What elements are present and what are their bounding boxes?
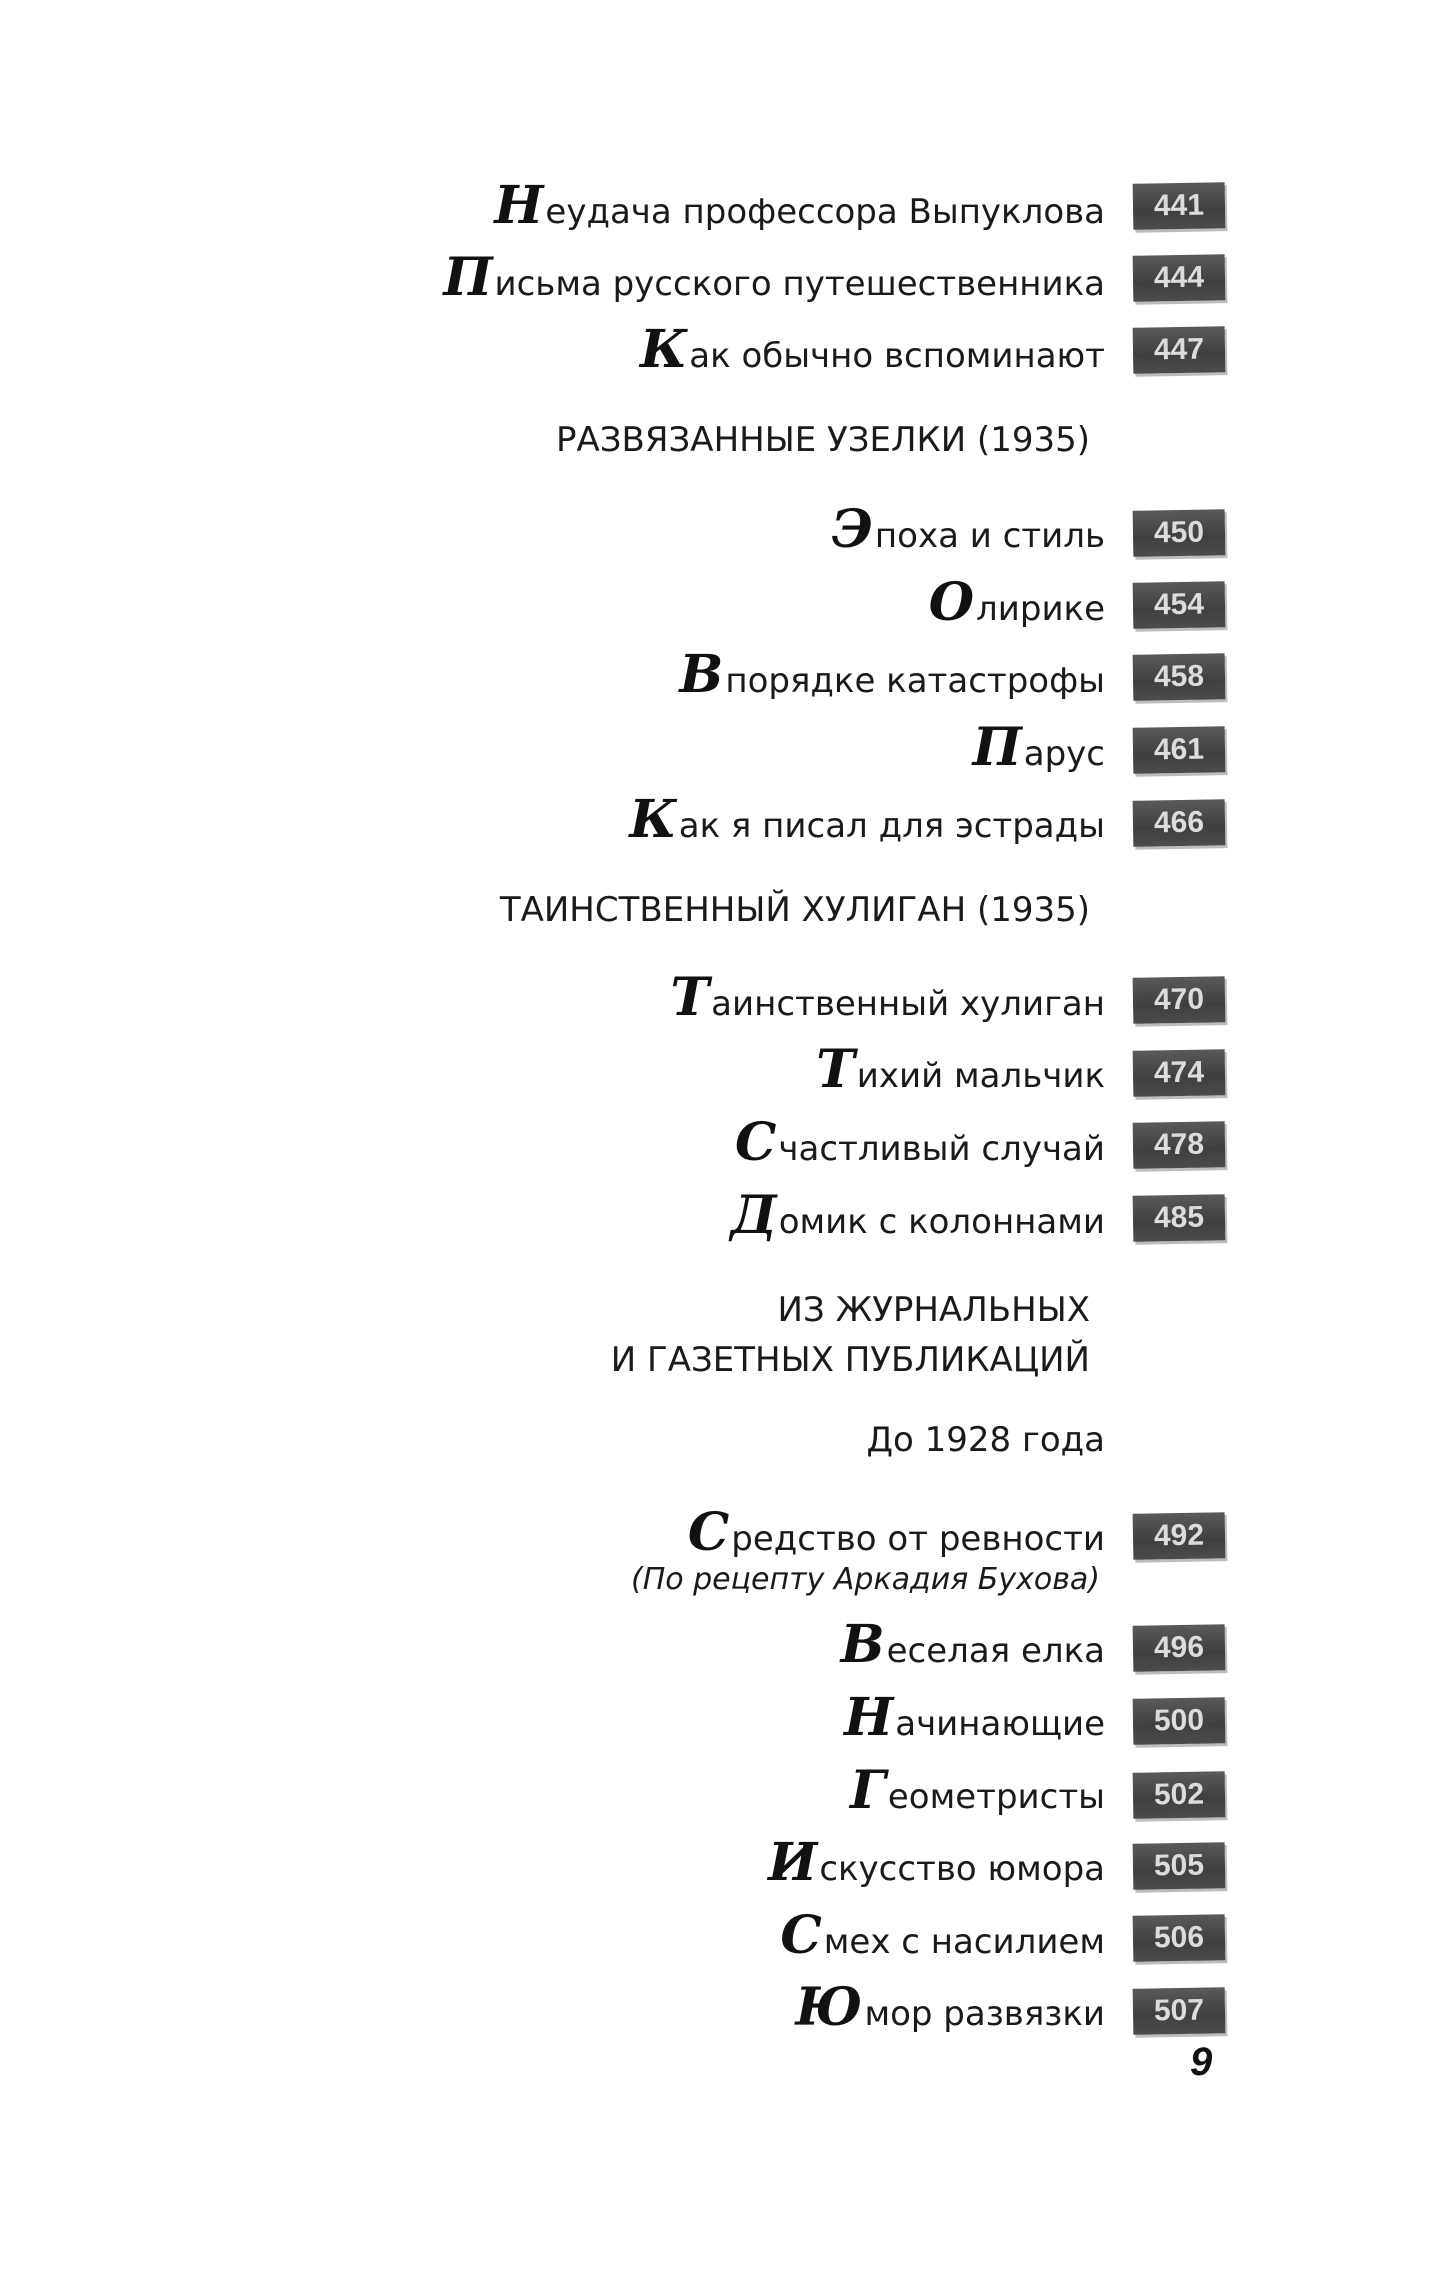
toc-entry[interactable] (780, 1905, 1105, 1966)
page-number-badge: 458 (1133, 653, 1226, 701)
page-number-badge: 492 (1133, 1512, 1226, 1560)
entry-title: частливый случай (778, 1129, 1105, 1169)
decorative-initial: О (928, 572, 975, 633)
page-number-badge: 450 (1133, 509, 1226, 557)
toc-entry[interactable] (795, 1977, 1105, 2038)
toc-entry[interactable] (928, 572, 1105, 633)
page-number-badge: 485 (1133, 1194, 1226, 1242)
page-number-badge: 478 (1133, 1121, 1226, 1169)
entry-title: ак я писал для эстрады (678, 806, 1105, 846)
page-number-badge: 496 (1133, 1624, 1226, 1672)
page-number-badge: 461 (1133, 726, 1226, 774)
page-number-badge: 474 (1133, 1049, 1226, 1097)
entry-title: поха и стиль (874, 516, 1105, 556)
page-number-badge: 507 (1133, 1987, 1226, 2035)
page-number: 9 (1190, 2040, 1213, 2084)
decorative-initial: Т (670, 967, 710, 1028)
toc-entry[interactable] (840, 1614, 1105, 1675)
page-number-badge: 466 (1133, 799, 1226, 847)
entry-title: порядке катастрофы (725, 661, 1105, 701)
toc-entry[interactable] (849, 1760, 1105, 1821)
page-number-badge: 470 (1133, 976, 1226, 1024)
page-number-badge: 502 (1133, 1771, 1226, 1819)
toc-entry[interactable] (629, 789, 1105, 850)
page-number-badge: 506 (1133, 1914, 1226, 1962)
page-number-badge: 454 (1133, 581, 1226, 629)
entry-title: еудача профессора Выпуклова (545, 192, 1105, 232)
decorative-initial: Н (494, 175, 544, 236)
entry-title: мор развязки (864, 1994, 1105, 2034)
decorative-initial: П (443, 247, 493, 308)
page-number-badge: 505 (1133, 1842, 1226, 1890)
entry-title: лирике (976, 589, 1105, 629)
entry-title: еометристы (887, 1777, 1105, 1817)
section-heading-line2: И ГАЗЕТНЫХ ПУБЛИКАЦИЙ (610, 1340, 1090, 1380)
entry-title: скусство юмора (819, 1849, 1105, 1889)
decorative-initial: П (972, 717, 1022, 778)
decorative-initial: С (735, 1112, 777, 1173)
toc-entry[interactable] (494, 175, 1105, 236)
decorative-initial: Ю (795, 1977, 863, 2038)
entry-title: аинственный хулиган (711, 984, 1105, 1024)
subsection-heading: До 1928 года (866, 1420, 1105, 1460)
page-number-badge: 444 (1133, 254, 1226, 302)
section-heading-line1: ИЗ ЖУРНАЛЬНЫХ (777, 1290, 1090, 1330)
page-number-badge: 500 (1133, 1697, 1226, 1745)
decorative-initial: С (687, 1502, 730, 1563)
toc-entry[interactable] (687, 1502, 1105, 1563)
page-number-badge: 447 (1133, 326, 1226, 374)
decorative-initial: С (780, 1905, 822, 1966)
toc-entry[interactable] (639, 319, 1105, 380)
decorative-initial: Т (816, 1039, 855, 1100)
decorative-initial: Д (730, 1185, 777, 1246)
page-number-badge: 441 (1133, 182, 1226, 230)
decorative-initial: В (679, 644, 724, 705)
decorative-initial: Н (844, 1687, 894, 1748)
section-heading: ТАИНСТВЕННЫЙ ХУЛИГАН (1935) (499, 890, 1090, 930)
decorative-initial: В (840, 1614, 885, 1675)
entry-title: арус (1023, 734, 1105, 774)
toc-entry[interactable] (443, 247, 1105, 308)
entry-title: омик с колоннами (778, 1202, 1105, 1242)
entry-title: редство от ревности (731, 1519, 1105, 1559)
toc-entry[interactable] (816, 1039, 1105, 1100)
entry-title: исьма русского путешественника (494, 264, 1105, 304)
toc-entry[interactable] (679, 644, 1105, 705)
toc-entry[interactable] (844, 1687, 1105, 1748)
decorative-initial: К (629, 789, 677, 850)
entry-title: ачинающие (895, 1704, 1105, 1744)
toc-entry[interactable] (972, 717, 1105, 778)
entry-title: ихий мальчик (856, 1056, 1105, 1096)
decorative-initial: Г (849, 1760, 886, 1821)
decorative-initial: Э (831, 499, 873, 560)
toc-entry[interactable] (670, 967, 1105, 1028)
toc-entry[interactable] (831, 499, 1105, 560)
decorative-initial: К (639, 319, 688, 380)
entry-title: мех с насилием (823, 1922, 1105, 1962)
toc-entry[interactable] (768, 1832, 1105, 1893)
entry-title: еселая елка (886, 1631, 1105, 1671)
toc-entry[interactable] (730, 1185, 1105, 1246)
entry-title: ак обычно вспоминают (689, 336, 1105, 376)
decorative-initial: И (768, 1832, 818, 1893)
entry-subtitle: (По рецепту Аркадия Бухова) (630, 1562, 1100, 1597)
section-heading: РАЗВЯЗАННЫЕ УЗЕЛКИ (1935) (556, 420, 1090, 460)
toc-entry[interactable] (735, 1112, 1105, 1173)
